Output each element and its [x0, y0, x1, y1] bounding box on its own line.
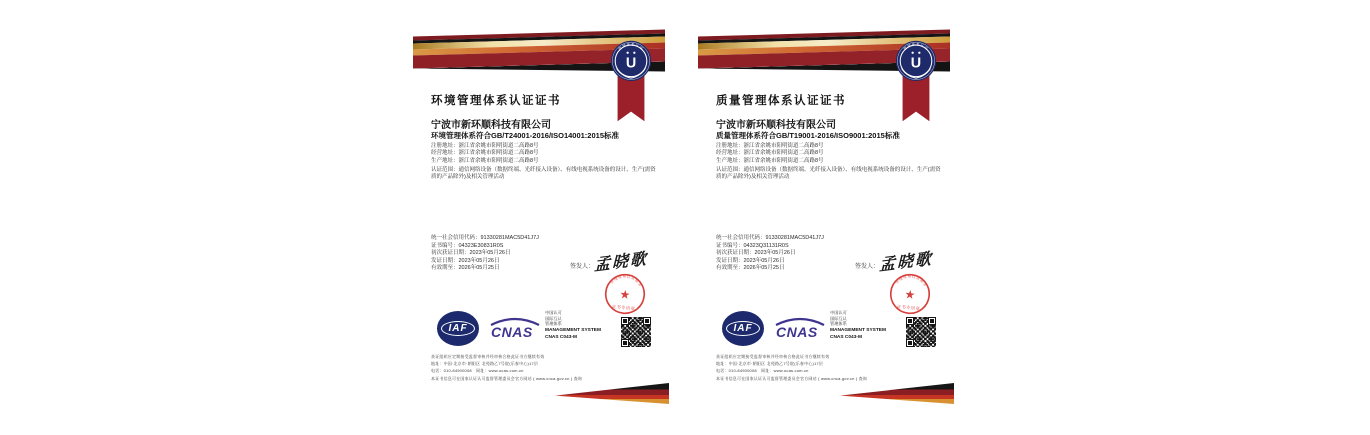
issue-date: 发证日期：2023年05月26日: [716, 257, 785, 264]
iaf-logo-icon: [722, 311, 764, 346]
signer-label: 签发人：: [570, 264, 595, 270]
red-seal-stamp: [886, 270, 934, 318]
cnas-code-line: CNAS C043-M: [545, 334, 577, 340]
footer-note-line: 本证书信息可在国家认证认可监督管理委员会官方网站 ( www.cnca.gov.cn ) 查询: [716, 375, 868, 381]
qr-code: [621, 317, 651, 347]
cnas-logo-icon: [489, 315, 541, 341]
svg-text:证书专用章: 证书专用章: [896, 303, 921, 312]
svg-text:管理体系认证: 管理体系认证: [617, 42, 645, 52]
cnas-label: CNAS: [491, 324, 533, 340]
svg-text:★: ★: [903, 287, 916, 303]
management-system-line: MANAGEMENT SYSTEM: [830, 327, 886, 333]
business-address: 经营地址：浙江省余姚市阳明街道二高路8号: [431, 150, 539, 157]
certification-scope: 认证范围：通信网络设备（数据终端、光纤接入设备）、有线电视系统设备的设计、生产(需资质的产品除外)及相关管理活动: [431, 167, 656, 180]
red-seal-stamp: [601, 270, 649, 318]
footer-notes: [431, 353, 582, 382]
accreditation-line: 管理体系: [545, 321, 562, 327]
qr-finder-icon: [643, 317, 651, 325]
footer-notes: [716, 353, 867, 382]
iaf-ellipse: [726, 321, 760, 336]
accreditation-line: 中国认可: [830, 310, 847, 315]
first-issue-date: 初次获证日期：2023年05月26日: [716, 250, 796, 257]
svg-text:管理体系认证: 管理体系认证: [902, 42, 930, 52]
accreditation-line: 中国认可: [545, 310, 562, 315]
medal-seal-icon: [608, 35, 654, 127]
standard-line: 环境管理体系符合GB/T24001-2016/ISO14001:2015标准: [431, 131, 619, 140]
first-issue-date: 初次获证日期：2023年05月26日: [431, 250, 511, 257]
iaf-label: IAF: [448, 323, 468, 334]
cnas-label: CNAS: [776, 324, 818, 340]
company-name: 宁波市新环顺科技有限公司: [431, 120, 551, 131]
iaf-label: IAF: [733, 323, 753, 334]
accreditation-line: 国际互认: [830, 315, 847, 321]
qr-finder-icon: [906, 339, 914, 347]
qr-finder-icon: [928, 317, 936, 325]
iaf-logo-icon: [437, 311, 479, 346]
certificate-quality: [688, 22, 960, 422]
signer-signature: 孟晓歌: [594, 250, 648, 275]
registered-address: 注册地址：浙江省余姚市阳明街道二高路8号: [431, 143, 539, 149]
production-address: 生产地址：浙江省余姚市阳明街道二高路8号: [716, 157, 824, 164]
qr-finder-icon: [621, 317, 629, 325]
bottom-corner-stripes: [840, 383, 954, 404]
credit-code: 统一社会信用代码：91330281MAC5D41J7J: [431, 235, 539, 241]
svg-text:U: U: [910, 55, 922, 72]
accreditation-text: [830, 310, 886, 341]
bottom-corner-stripes: [555, 383, 669, 404]
footer-note-line: 电话：010-84900008 网址：www.ucas.com.cn: [431, 368, 524, 374]
certificate-info-block: [431, 235, 539, 273]
footer-note-line: 获证组织应定期接受监督审核并经审核合格此证书方继续有效: [716, 354, 830, 359]
standard-line: 质量管理体系符合GB/T19001-2016/ISO9001:2015标准: [716, 131, 900, 140]
accreditation-line: 管理体系: [830, 321, 847, 327]
cnas-code-line: CNAS C043-M: [830, 334, 862, 340]
svg-text:管理体系认证服务: 管理体系认证服务: [894, 274, 928, 288]
svg-text:U: U: [625, 55, 637, 72]
footer-note-line: 地址：中国·北京市·朝阳区 北苑路乙7号院(乐春中心)17层: [716, 361, 824, 367]
certificate-environmental: [403, 22, 675, 422]
accreditation-line: 国际互认: [545, 315, 562, 321]
valid-until-date: 有效期至：2026年05月25日: [431, 265, 500, 272]
business-address: 经营地址：浙江省余姚市阳明街道二高路8号: [716, 150, 824, 157]
certificate-title: 质量管理体系认证证书: [716, 95, 846, 107]
footer-note-line: 获证组织应定期接受监督审核并经审核合格此证书方继续有效: [431, 354, 545, 359]
signer-signature: 孟晓歌: [879, 250, 933, 275]
medal-seal-icon: [893, 35, 939, 127]
footer-note-line: 本证书信息可在国家认证认可监督管理委员会官方网站 ( www.cnca.gov.cn ) 查询: [431, 375, 583, 381]
valid-until-date: 有效期至：2026年05月25日: [716, 265, 785, 272]
issue-date: 发证日期：2023年05月26日: [431, 257, 500, 264]
credit-code: 统一社会信用代码：91330281MAC5D41J7J: [716, 235, 824, 241]
address-block: [431, 143, 539, 165]
certification-scope: 认证范围：通信网络设备（数据终端、光纤接入设备）、有线电视系统设备的设计、生产(需资质的产品除外)及相关管理活动: [716, 167, 941, 180]
svg-text:管理体系认证服务: 管理体系认证服务: [609, 274, 643, 288]
accreditation-text: [545, 310, 601, 341]
company-name: 宁波市新环顺科技有限公司: [716, 120, 836, 131]
address-block: [716, 143, 824, 165]
certificate-number: 证书编号：04323Q31131R0S: [716, 242, 789, 249]
signer-label: 签发人：: [855, 264, 880, 270]
production-address: 生产地址：浙江省余姚市阳明街道二高路8号: [431, 157, 539, 164]
certificate-info-block: [716, 235, 824, 273]
iaf-ellipse: [441, 321, 475, 336]
registered-address: 注册地址：浙江省余姚市阳明街道二高路8号: [716, 143, 824, 149]
cnas-logo-icon: [774, 315, 826, 341]
svg-text:证书专用章: 证书专用章: [611, 303, 636, 312]
certificate-number: 证书编号：04323E30831R0S: [431, 242, 504, 249]
qr-finder-icon: [621, 339, 629, 347]
certificate-title: 环境管理体系认证证书: [431, 95, 561, 107]
management-system-line: MANAGEMENT SYSTEM: [545, 327, 601, 333]
qr-finder-icon: [906, 317, 914, 325]
qr-code: [906, 317, 936, 347]
svg-text:★: ★: [618, 287, 631, 303]
footer-note-line: 地址：中国·北京市·朝阳区 北苑路乙7号院(乐春中心)17层: [431, 361, 539, 367]
footer-note-line: 电话：010-84900008 网址：www.ucas.com.cn: [716, 368, 809, 374]
